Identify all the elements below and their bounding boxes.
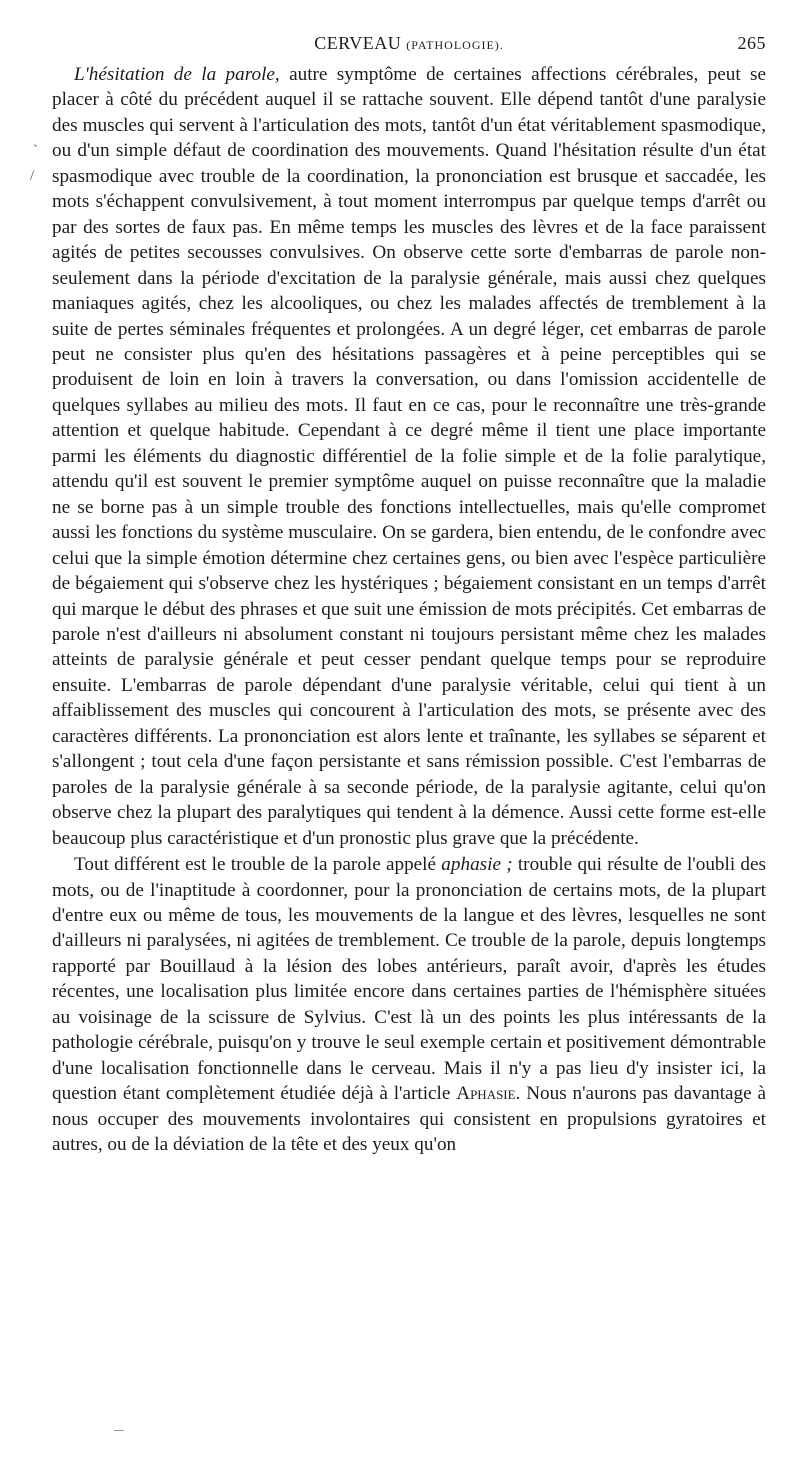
paragraph-body-middle: trouble qui résulte de l'oubli des mots, ou de l'inaptitude à coordonner, pour la prononciation de certains mots, de la plupart d'entre eux ou même de tous, les mouvements de la langue et des lèvres, lesquelles ne sont d'ailleurs ni paralysées, ni agitées de tremblement. Ce trouble de la parole, depuis longtemps rapporté par Bouillaud à la lésion des lobes antérieurs, paraît avoir, d'après les études récentes, une localisation plus limitée encore dans certaines parties de l'hémisphère situées au voisinage de la scissure de Sylvius. C'est là un des points les plus intéressants de la pathologie cérébrale, puisqu'on y trouve le seul exemple certain et positivement démontrable d'une localisation fonctionnelle dans le cerveau. Mais il n'y a pas lieu d'y insister ici, la question étant complètement étudiée déjà à l'article [52, 854, 766, 1105]
paragraph-body-end: . Nous n'aurons pas davantage à nous occuper des mouvements involontaires qui consistent en propulsions gyratoires et autres, ou de la déviation de la tête et des yeux qu'on [52, 1083, 766, 1156]
running-head [52, 33, 766, 54]
paragraph-hesitation [52, 62, 766, 851]
margin-pencil-mark: / [30, 168, 35, 184]
main-text [52, 62, 766, 1157]
running-head-subtitle: (PATHOLOGIE). [406, 38, 504, 52]
page-number: 265 [737, 33, 766, 53]
page-header [52, 33, 766, 57]
paragraph-body-start: Tout différent est le trouble de la parole appelé [74, 854, 442, 876]
bottom-margin-dash [114, 1430, 124, 1431]
running-head-title: CERVEAU [314, 33, 402, 53]
paragraph-body: autre symptôme de certaines affections cérébrales, peut se placer à côté du précédent auquel il se rattache souvent. Elle dépend tantôt d'une paralysie des muscles qui servent à l'articulation des mots, tantôt d'un état véritablement spasmodique, ou d'un simple défaut de coordination des mouvements. Quand l'hésitation résulte d'un état spasmodique avec trouble de la coordination, la prononciation est brusque et saccadée, les mots s'échappent convulsivement, à tout moment interrompus par quelque temps d'arrêt ou par des sortes de faux pas. En même temps les muscles des lèvres et de la face paraissent agités de petites secousses convulsives. On observe cette sorte d'embarras de parole non-seulement dans la période d'excitation de la paralysie générale, mais aussi chez quelques maniaques agités, chez les alcooliques, ou chez les malades affectés de tremblement à la suite de pertes séminales fréquentes et prolongées. A un degré léger, cet embarras de parole peut ne consister plus qu'en des hésitations passagères et à peine perceptibles qui se produisent de loin en loin à travers la conversation, ou dans l'omission accidentelle de quelques syllabes au milieu des mots. Il faut en ce cas, pour le reconnaître une très-grande attention et quelque habitude. Cependant à ce degré même il tient une place importante parmi les éléments du diagnostic différentiel de la folie simple et de la folie paralytique, attendu qu'il est souvent le premier symptôme auquel on puisse reconnaître que la maladie ne se borne pas à un simple trouble des fonctions intellectuelles, mais qu'elle compromet aussi les fonctions du système musculaire. On se gardera, bien entendu, de le confondre avec celui que la simple émotion détermine chez certaines gens, ou bien avec l'espèce particulière de bégaiement qui s'observe chez les hystériques ; bégaiement consistant en un temps d'arrêt qui marque le début des phrases et que suit une émission de mots précipités. Cet embarras de parole n'est d'ailleurs ni absolument constant ni toujours persistant même chez les malades atteints de paralysie générale et peut cesser pendant quelque temps pour se reproduire ensuite. L'embarras de parole dépendant d'une paralysie véritable, celui qui tient à un affaiblissement des muscles qui concourent à l'articulation des mots, se présente avec des caractères différents. La prononciation est alors lente et traînante, les syllabes se séparent et s'allongent ; tout cela d'une façon persistante et sans rémission possible. C'est l'embarras de paroles de la paralysie générale à sa seconde période, de la paralysie agitante, celui qu'on observe chez la plupart des paralytiques qui tendent à la démence. Aussi cette forme est-elle beaucoup plus caractéristique et d'un pronostic plus grave que la précédente. [52, 64, 766, 849]
margin-tick-mark: ˋ [33, 143, 38, 159]
paragraph-aphasie [52, 852, 766, 1157]
cross-reference-aphasie: Aphasie [456, 1083, 516, 1105]
paragraph-lead-term: L'hésitation de la parole, [74, 64, 280, 85]
term-aphasie: aphasie ; [441, 854, 513, 876]
